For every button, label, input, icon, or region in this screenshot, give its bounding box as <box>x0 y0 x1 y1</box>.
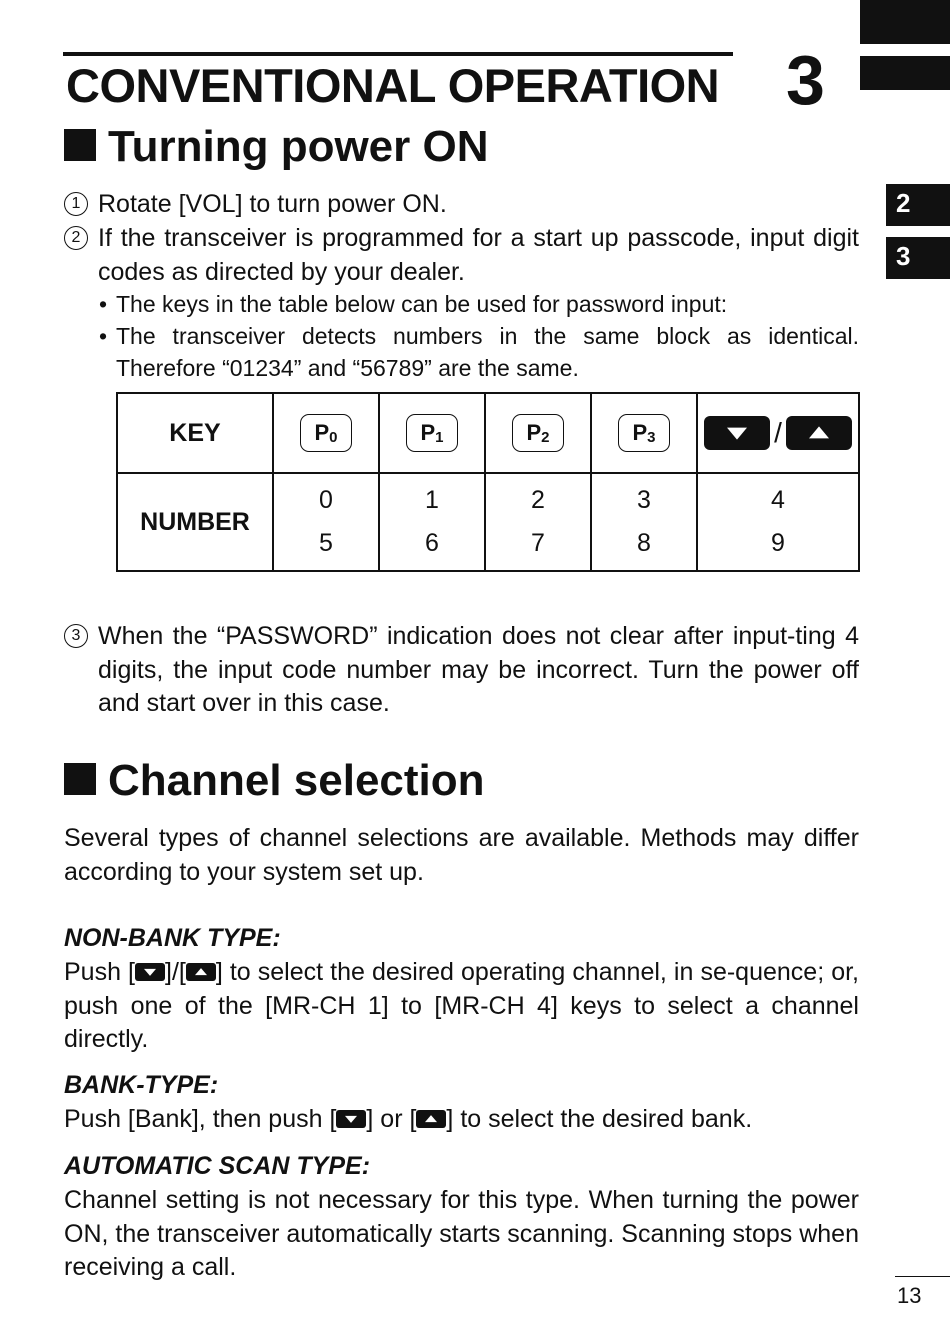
number-value: 3 <box>637 486 651 514</box>
key-subscript: 3 <box>647 429 656 446</box>
header-rule <box>63 52 733 56</box>
number-value: 9 <box>771 529 785 557</box>
key-letter: P <box>632 420 648 445</box>
table-cell-key <box>273 393 379 473</box>
text-span: ] to select the desired bank. <box>446 1105 753 1133</box>
number-value: 5 <box>319 529 333 557</box>
up-arrow-key-icon <box>786 416 852 450</box>
text-span: ]/[ <box>165 958 186 986</box>
down-arrow-key-icon <box>704 416 770 450</box>
circled-number-icon: 3 <box>64 624 88 648</box>
number-value: 4 <box>771 486 785 514</box>
table-cell-numbers <box>379 473 485 571</box>
circled-number-icon: 1 <box>64 192 88 216</box>
chapter-title: CONVENTIONAL OPERATION <box>66 59 720 112</box>
section-heading-power-on <box>64 122 489 172</box>
side-tab-3: 3 <box>886 237 950 279</box>
number-value: 0 <box>319 486 333 514</box>
number-value: 1 <box>425 486 439 514</box>
bullet-dot-icon: • <box>99 291 108 317</box>
number-value: 7 <box>531 529 545 557</box>
text-span: Push [ <box>64 958 135 986</box>
chapter-number: 3 <box>786 41 825 119</box>
p0-key-icon <box>300 414 352 452</box>
channel-intro: Several types of channel selections are available. Methods may differ according to your system set up. <box>64 824 859 886</box>
non-bank-heading: NON-BANK TYPE: <box>64 924 281 952</box>
key-letter: P <box>420 420 436 445</box>
number-header: NUMBER <box>117 473 273 571</box>
step-1 <box>64 188 859 222</box>
table-cell-key <box>485 393 591 473</box>
table-cell-numbers <box>485 473 591 571</box>
key-letter: P <box>314 420 330 445</box>
chapter-tab-block-lower <box>860 56 950 90</box>
bullet-2 <box>99 320 859 384</box>
number-value: 2 <box>531 486 545 514</box>
section-heading-text: Turning power ON <box>108 122 489 171</box>
table-cell-numbers <box>273 473 379 571</box>
table-cell-key <box>697 393 859 473</box>
auto-scan-text: Channel setting is not necessary for this type. When turning the power ON, the transceiver automatically starts scanning. Scanning stops when receiving a call. <box>64 1186 859 1281</box>
key-subscript: 2 <box>541 429 550 446</box>
non-bank-text <box>64 956 859 1057</box>
number-value: 8 <box>637 529 651 557</box>
step-3 <box>64 620 859 721</box>
up-arrow-key-icon <box>416 1110 446 1128</box>
bullet-dot-icon: • <box>99 323 108 349</box>
text-span: ] to select the desired operating channel, in se-quence; or, push one of the [MR-CH 1] to [MR-CH 4] keys to select a channel directly. <box>64 958 860 1053</box>
step-2 <box>64 222 859 289</box>
auto-scan-heading: AUTOMATIC SCAN TYPE: <box>64 1152 371 1180</box>
section-heading-channel-selection <box>64 756 485 806</box>
key-subscript: 1 <box>435 429 444 446</box>
down-arrow-key-icon <box>135 963 165 981</box>
table-row <box>117 393 859 473</box>
bank-type-heading: BANK-TYPE: <box>64 1071 219 1099</box>
section-heading-text: Channel selection <box>108 756 485 805</box>
down-arrow-key-icon <box>336 1110 366 1128</box>
table-cell-numbers <box>591 473 697 571</box>
square-bullet-icon <box>64 763 96 795</box>
chapter-tab-block-upper <box>860 0 950 44</box>
p2-key-icon <box>512 414 564 452</box>
key-separator: / <box>774 417 782 448</box>
step-3-text: When the “PASSWORD” indication does not clear after input-ting 4 digits, the input code number may be incorrect. Turn the power off and start over in this case. <box>98 622 859 717</box>
text-span: Push [Bank], then push [ <box>64 1105 337 1133</box>
step-1-text: Rotate [VOL] to turn power ON. <box>98 190 447 218</box>
p1-key-icon <box>406 414 458 452</box>
text-span: ] or [ <box>366 1105 417 1133</box>
key-subscript: 0 <box>329 429 338 446</box>
bullet-1 <box>99 288 859 320</box>
bullet-2-text: The transceiver detects numbers in the same block as identical. Therefore “01234” and “56789” are the same. <box>116 323 859 381</box>
page-number-rule <box>895 1276 950 1277</box>
table-cell-key <box>591 393 697 473</box>
key-letter: P <box>526 420 542 445</box>
up-arrow-key-icon <box>186 963 216 981</box>
circled-number-icon: 2 <box>64 226 88 250</box>
number-value: 6 <box>425 529 439 557</box>
p3-key-icon <box>618 414 670 452</box>
key-header: KEY <box>117 393 273 473</box>
table-cell-numbers <box>697 473 859 571</box>
table-row <box>117 473 859 571</box>
bullet-1-text: The keys in the table below can be used for password input: <box>116 291 728 317</box>
step-2-text: If the transceiver is programmed for a start up passcode, input digit codes as directed by your dealer. <box>98 224 859 286</box>
page-number: 13 <box>897 1283 922 1308</box>
table-cell-key <box>379 393 485 473</box>
bank-type-text <box>64 1103 859 1137</box>
key-number-table <box>116 392 860 572</box>
side-tab-2: 2 <box>886 184 950 226</box>
square-bullet-icon <box>64 129 96 161</box>
